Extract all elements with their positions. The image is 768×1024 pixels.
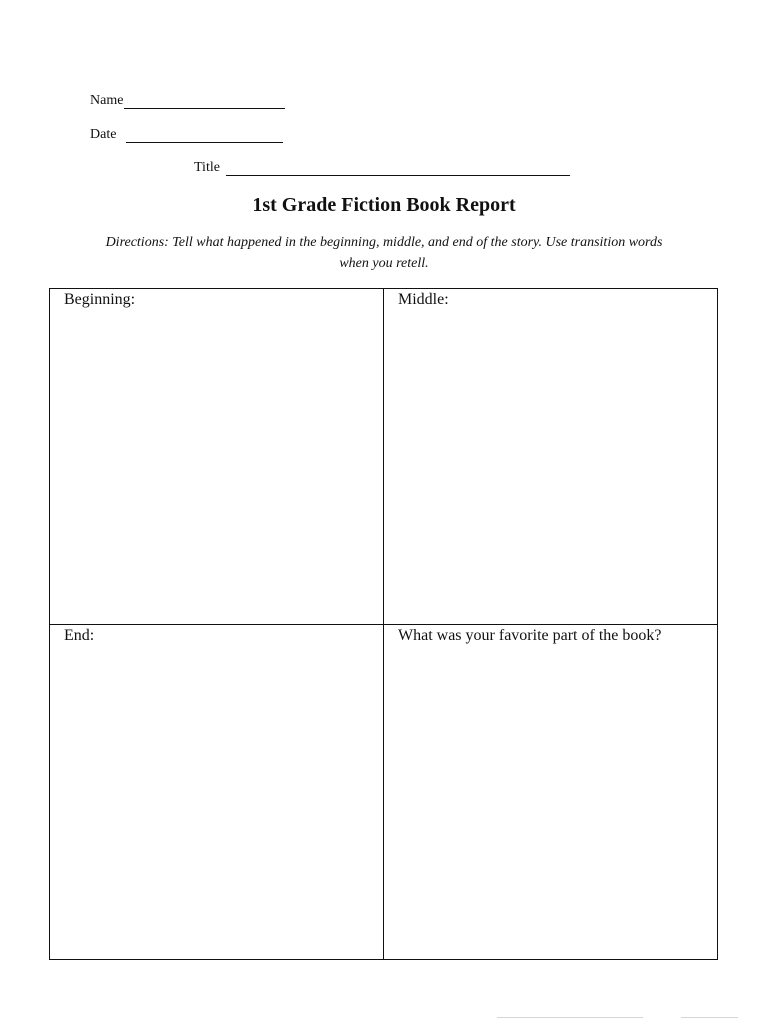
page-title: 1st Grade Fiction Book Report [252,194,516,216]
footer-divider [681,1017,738,1018]
date-blank-line[interactable] [126,128,283,143]
name-label: Name [90,93,124,108]
date-field[interactable] [90,127,283,143]
report-grid [49,288,718,960]
end-label: End: [64,627,95,644]
directions-text: Directions: Tell what happened in the beginning, middle, and end of the story. Use transition words when you retell. [105,235,663,271]
title-label: Title [194,160,220,175]
favorite-part-box[interactable] [384,625,718,960]
beginning-label: Beginning: [64,291,136,308]
middle-box[interactable] [384,289,718,625]
title-blank-line[interactable] [226,161,570,176]
name-field[interactable] [90,93,285,109]
name-blank-line[interactable] [124,94,285,109]
beginning-box[interactable] [50,289,384,625]
favorite-part-label: What was your favorite part of the book? [398,627,662,644]
middle-label: Middle: [398,291,449,308]
footer-divider [497,1017,643,1018]
date-label: Date [90,127,117,142]
title-field[interactable] [194,160,570,176]
end-box[interactable] [50,625,384,960]
